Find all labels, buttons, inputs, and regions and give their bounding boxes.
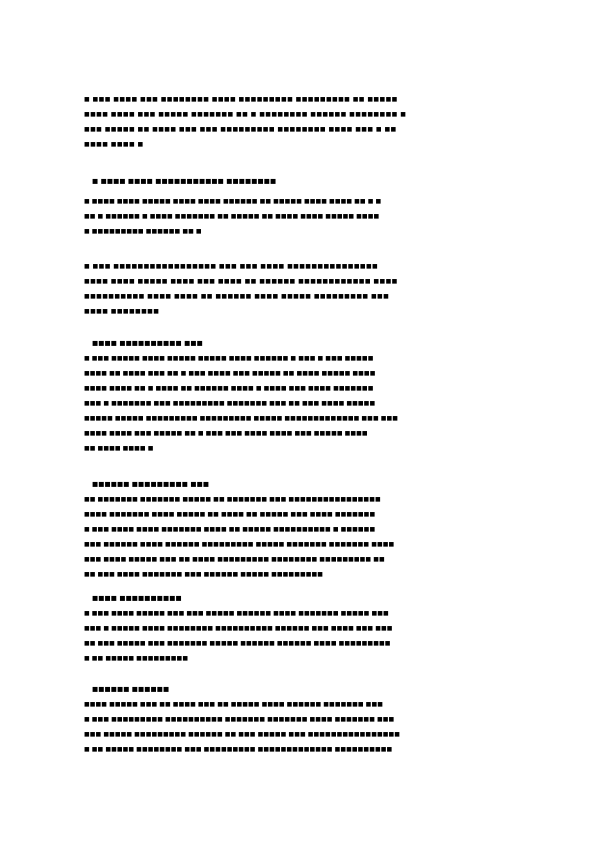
paragraph-line: ■■■■ ■■■■ ■■■■■ ■■■■ ■■■ ■■■■ ■■ ■■■■■■ ■■■■■■■■■■■■ ■■■■	[84, 278, 398, 285]
section-heading: ■■■■ ■■■■■■■■■■	[92, 594, 182, 602]
paragraph-line: ■■■ ■■■■■ ■■ ■■■■ ■■■ ■■■ ■■■■■■■■■ ■■■■■■■■ ■■■■ ■■■ ■ ■■	[84, 126, 397, 133]
paragraph-line: ■ ■■■ ■■■■■■■■■■■■■■■■■ ■■■ ■■■ ■■■■ ■■■■■■■■■■■■■■■	[84, 263, 379, 270]
paragraph-line: ■ ■■■■ ■■■■ ■■■■■ ■■■■ ■■■■ ■■■■■■ ■■ ■■■■■ ■■■■ ■■■■ ■■ ■ ■	[84, 198, 382, 205]
paragraph-line: ■■■■ ■■■■ ■■■ ■■■■■ ■■■■■■■ ■■ ■ ■■■■■■■■ ■■■■■■ ■■■■■■■■ ■	[84, 111, 407, 118]
paragraph-line: ■ ■■■ ■■■■■■■■■ ■■■■■■■■■■ ■■■■■■■ ■■■■■■■ ■■■■ ■■■■■■■ ■■■	[84, 716, 395, 723]
section-heading: ■■■■■■ ■■■■■■■■■ ■■■	[92, 480, 210, 488]
paragraph-line: ■■■■ ■■■■■■■■	[84, 308, 160, 315]
paragraph-line: ■■■ ■■■■■■ ■■■■ ■■■■■■ ■■■■■■■■■ ■■■■■ ■■■■■■■ ■■■■■■■ ■■■■	[84, 541, 395, 548]
paragraph-line: ■ ■■■ ■■■■ ■■■■ ■■■■■■■ ■■■■ ■■ ■■■■■ ■■■■■■■■■■ ■ ■■■■■■	[84, 526, 376, 533]
paragraph-line: ■ ■■■ ■■■■ ■■■■■ ■■■ ■■■ ■■■■■ ■■■■■■ ■■■■ ■■■■■■■ ■■■■■ ■■■	[84, 610, 389, 617]
section-heading: ■ ■■■■ ■■■■ ■■■■■■■■■■■ ■■■■■■■■	[92, 177, 277, 185]
paragraph-line: ■■■■ ■■■■ ■	[84, 141, 144, 148]
paragraph-line: ■ ■■■■■■■■■ ■■■■■■ ■■ ■	[84, 228, 202, 235]
paragraph-line: ■■ ■■■■ ■■■■ ■	[84, 445, 154, 452]
paragraph-line: ■■■■ ■■■■ ■■■ ■■■■■ ■■ ■ ■■■ ■■■ ■■■■ ■■■■ ■■■ ■■■■■ ■■■■	[84, 430, 368, 437]
paragraph-line: ■■■ ■■■■■ ■■■■■■■■■ ■■■■■■ ■■ ■■■ ■■■■■ ■■■ ■■■■■■■■■■■■■■■■	[84, 731, 401, 738]
paragraph-line: ■■■■ ■■■■■■■ ■■■■ ■■■■■ ■■ ■■■■ ■■ ■■■■■ ■■■ ■■■■ ■■■■■■■	[84, 511, 376, 518]
paragraph-line: ■■■■ ■■■■■ ■■■ ■■ ■■■■ ■■■ ■■ ■■■■■ ■■■■ ■■■■■■ ■■■■■■■ ■■■	[84, 701, 383, 708]
paragraph-line: ■■■ ■■■■ ■■■■■ ■■■ ■■ ■■■■ ■■■■■■■■■ ■■■■■■■■ ■■■■■■■■■ ■■	[84, 556, 385, 563]
section-heading: ■■■■ ■■■■■■■■■■ ■■■	[92, 339, 203, 347]
paragraph-line: ■■ ■■■ ■■■■■ ■■■ ■■■■■■■ ■■■■■ ■■■■■■ ■■■■■■ ■■■■ ■■■■■■■■■	[84, 640, 391, 647]
paragraph-line: ■ ■■■ ■■■■ ■■■ ■■■■■■■■ ■■■■ ■■■■■■■■■ ■■■■■■■■■ ■■ ■■■■■	[84, 96, 398, 103]
paragraph-line: ■ ■■ ■■■■■ ■■■■■■■■■	[84, 655, 189, 662]
paragraph-line: ■■ ■ ■■■■■■ ■ ■■■■ ■■■■■■■ ■■ ■■■■■ ■■ ■■■■ ■■■■ ■■■■■ ■■■■	[84, 213, 380, 220]
paragraph-line: ■■■■ ■■■■ ■■ ■ ■■■■ ■■ ■■■■■■ ■■■■ ■ ■■■■ ■■■ ■■■■ ■■■■■■■	[84, 385, 374, 392]
paragraph-line: ■■■■■ ■■■■■ ■■■■■■■■■ ■■■■■■■■■ ■■■■■ ■■■■■■■■■■■■■ ■■■ ■■■	[84, 415, 399, 422]
paragraph-line: ■■■■ ■■ ■■■■ ■■■ ■■ ■ ■■■ ■■■■ ■■■ ■■■■■ ■■ ■■■■ ■■■■■ ■■■■	[84, 370, 376, 377]
paragraph-line: ■■ ■■■ ■■■■ ■■■■■■■ ■■■ ■■■■■■ ■■■■■ ■■■■■■■■■	[84, 571, 324, 578]
paragraph-line: ■■■ ■ ■■■■■ ■■■■ ■■■■■■■■ ■■■■■■■■■■ ■■■■■■ ■■■ ■■■■ ■■■ ■■■	[84, 625, 393, 632]
paragraph-line: ■ ■■■ ■■■■■ ■■■■ ■■■■■ ■■■■■ ■■■■ ■■■■■■ ■ ■■■ ■ ■■■ ■■■■■	[84, 355, 374, 362]
paragraph-line: ■■■■■■■■■■ ■■■■ ■■■■ ■■ ■■■■■■ ■■■■ ■■■■■ ■■■■■■■■■ ■■■	[84, 293, 390, 300]
section-heading: ■■■■■■ ■■■■■■	[92, 685, 170, 693]
paragraph-line: ■■ ■■■■■■■ ■■■■■■■ ■■■■■ ■■ ■■■■■■■ ■■■ ■■■■■■■■■■■■■■■■	[84, 496, 381, 503]
paragraph-line: ■ ■■ ■■■■■ ■■■■■■■■ ■■■ ■■■■■■■■■ ■■■■■■■■■■■■■ ■■■■■■■■■■	[84, 746, 393, 753]
paragraph-line: ■■■ ■ ■■■■■■■ ■■■ ■■■■■■■■■ ■■■■■■■ ■■■ ■■ ■■■ ■■■■ ■■■■■	[84, 400, 376, 407]
